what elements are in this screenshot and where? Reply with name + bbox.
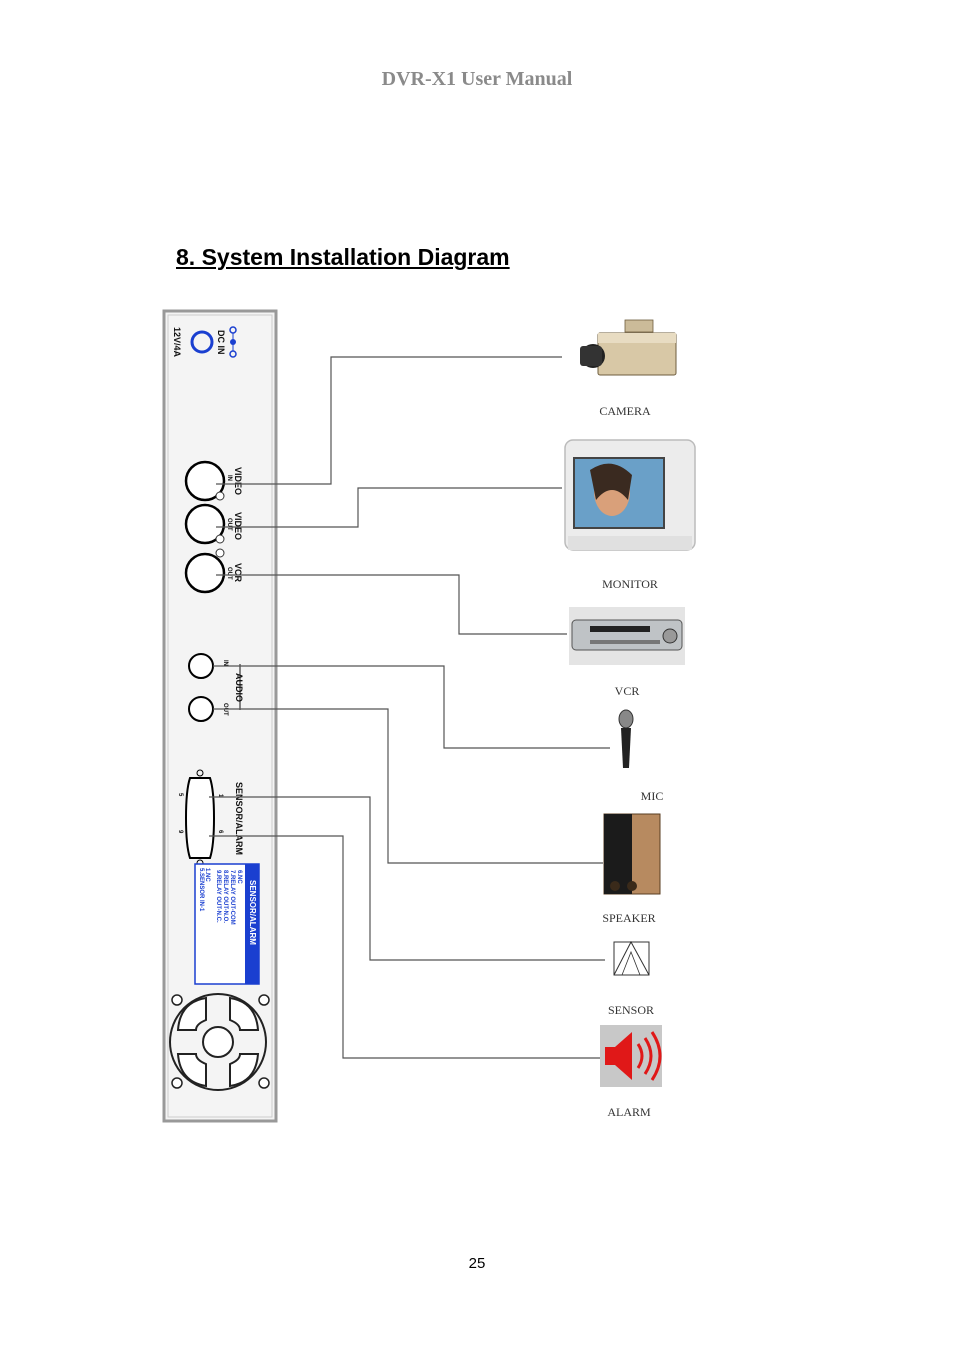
svg-text:1: 1 xyxy=(217,794,223,798)
dvr-rear-panel xyxy=(164,311,276,1121)
vcr-icon xyxy=(569,607,685,665)
svg-text:6.NC: 6.NC xyxy=(236,870,242,884)
audio-out-port[interactable] xyxy=(189,697,213,721)
svg-text:5: 5 xyxy=(177,793,183,797)
svg-text:IN: IN xyxy=(226,475,232,481)
pinout-table xyxy=(195,864,259,984)
vcr-label: VCR xyxy=(614,684,640,698)
speaker-icon xyxy=(604,814,660,894)
dc-in-label: DC IN xyxy=(216,330,226,355)
vcr-out-label: VCR xyxy=(233,563,243,583)
camera-icon xyxy=(580,320,676,375)
power-rating-label: 12V/4A xyxy=(172,327,182,358)
svg-text:8.RELAY OUT-N.O.: 8.RELAY OUT-N.O. xyxy=(222,870,228,924)
sensor-alarm-connector[interactable] xyxy=(186,770,214,866)
alarm-label: ALARM xyxy=(607,1105,651,1119)
svg-text:9.RELAY OUT-N.C.: 9.RELAY OUT-N.C. xyxy=(215,870,221,923)
alarm-icon xyxy=(600,1025,662,1087)
svg-text:OUT: OUT xyxy=(226,518,232,531)
svg-text:OUT: OUT xyxy=(226,567,232,580)
camera-label: CAMERA xyxy=(599,404,651,418)
svg-text:7.RELAY OUT-COM: 7.RELAY OUT-COM xyxy=(229,870,235,925)
sensor-alarm-label: SENSOR/ALARM xyxy=(234,782,244,856)
svg-text:1.NC: 1.NC xyxy=(204,868,210,882)
video-in-label: VIDEO xyxy=(233,467,243,496)
audio-out-sub-label: OUT xyxy=(222,703,228,716)
sensor-label: SENSOR xyxy=(607,1003,655,1017)
monitor-icon xyxy=(565,440,695,550)
audio-label: AUDIO xyxy=(234,673,244,702)
vcr-out-port[interactable] xyxy=(186,554,224,592)
monitor-label: MONITOR xyxy=(602,577,658,591)
svg-text:6: 6 xyxy=(217,830,223,834)
section-title: 8. System Installation Diagram xyxy=(176,244,510,270)
microphone-icon xyxy=(619,710,633,768)
speaker-label: SPEAKER xyxy=(602,911,656,925)
page-number: 25 xyxy=(468,1255,486,1272)
audio-in-port[interactable] xyxy=(189,654,213,678)
video-out-label: VIDEO xyxy=(233,512,243,541)
svg-text:9: 9 xyxy=(177,830,183,834)
audio-in-sub-label: IN xyxy=(222,660,228,666)
sensor-icon xyxy=(614,942,649,975)
mic-label: MIC xyxy=(640,789,664,803)
page-header: DVR-X1 User Manual xyxy=(381,68,573,90)
svg-text:5.SENSOR IN-1: 5.SENSOR IN-1 xyxy=(198,868,204,912)
svg-text:SENSOR/ALARM: SENSOR/ALARM xyxy=(248,880,257,945)
